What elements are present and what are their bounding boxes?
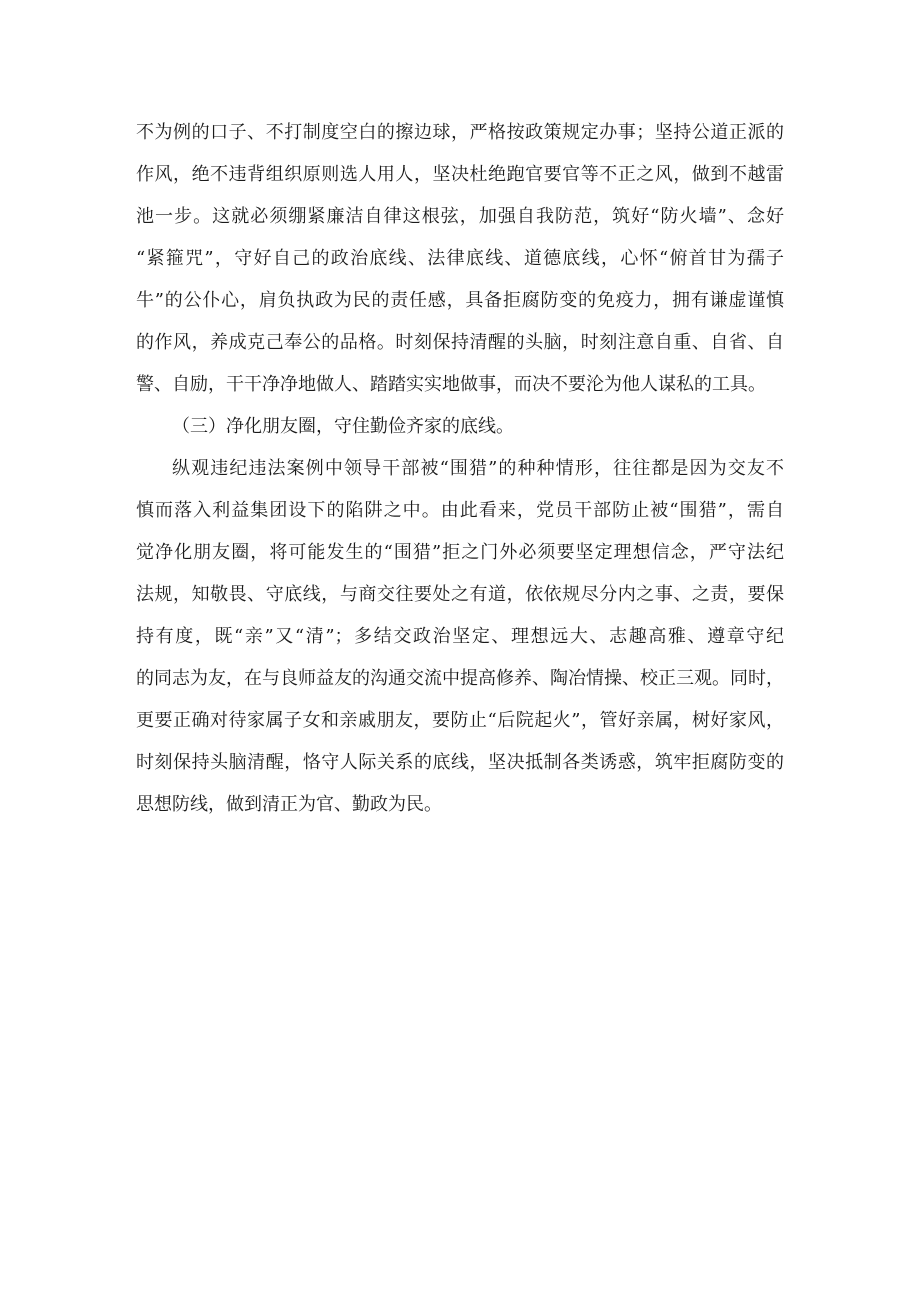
paragraph-line: “紧箍咒”，守好自己的政治底线、法律底线、道德底线，心怀“俯首甘为孺子 xyxy=(136,248,784,269)
paragraph-line: 牛”的公仆心，肩负执政为民的责任感，具备拒腐防变的免疫力，拥有谦虚谨慎 xyxy=(136,290,784,311)
paragraph-line: 池一步。这就必须绷紧廉洁自律这根弦，加强自我防范，筑好“防火墙”、念好 xyxy=(136,206,784,227)
document-body xyxy=(136,112,784,826)
paragraph-line: 慎而落入利益集团设下的陷阱之中。由此看来，党员干部防止被“围猎”，需自 xyxy=(136,500,784,521)
paragraph-1 xyxy=(136,112,784,406)
paragraph-line: 纵观违纪违法案例中领导干部被“围猎”的种种情形，往往都是因为交友不 xyxy=(172,458,784,479)
paragraph-line: 时刻保持头脑清醒，恪守人际关系的底线，坚决抵制各类诱惑，筑牢拒腐防变的 xyxy=(136,752,784,773)
paragraph-line: 作风，绝不违背组织原则选人用人，坚决杜绝跑官要官等不正之风，做到不越雷 xyxy=(136,164,784,185)
paragraph-line: 的同志为友，在与良师益友的沟通交流中提高修养、陶冶情操、校正三观。同时， xyxy=(136,668,784,689)
paragraph-line: 的作风，养成克己奉公的品格。时刻保持清醒的头脑，时刻注意自重、自省、自 xyxy=(136,332,784,353)
paragraph-line: 法规，知敬畏、守底线，与商交往要处之有道，依依规尽分内之事、之责，要保 xyxy=(136,584,784,605)
paragraph-2 xyxy=(136,448,784,826)
section-heading: （三）净化朋友圈，守住勤俭齐家的底线。 xyxy=(172,416,514,437)
paragraph-line: 思想防线，做到清正为官、勤政为民。 xyxy=(136,794,442,815)
paragraph-line: 持有度，既“亲”又“清”；多结交政治坚定、理想远大、志趣高雅、遵章守纪 xyxy=(136,626,784,647)
paragraph-line: 更要正确对待家属子女和亲戚朋友，要防止“后院起火”，管好亲属，树好家风， xyxy=(136,710,784,731)
paragraph-line: 觉净化朋友圈，将可能发生的“围猎”拒之门外必须要坚定理想信念，严守法纪 xyxy=(136,542,784,563)
paragraph-line: 不为例的口子、不打制度空白的擦边球，严格按政策规定办事；坚持公道正派的 xyxy=(136,122,784,143)
paragraph-line: 警、自励，干干净净地做人、踏踏实实地做事，而决不要沦为他人谋私的工具。 xyxy=(136,374,766,395)
